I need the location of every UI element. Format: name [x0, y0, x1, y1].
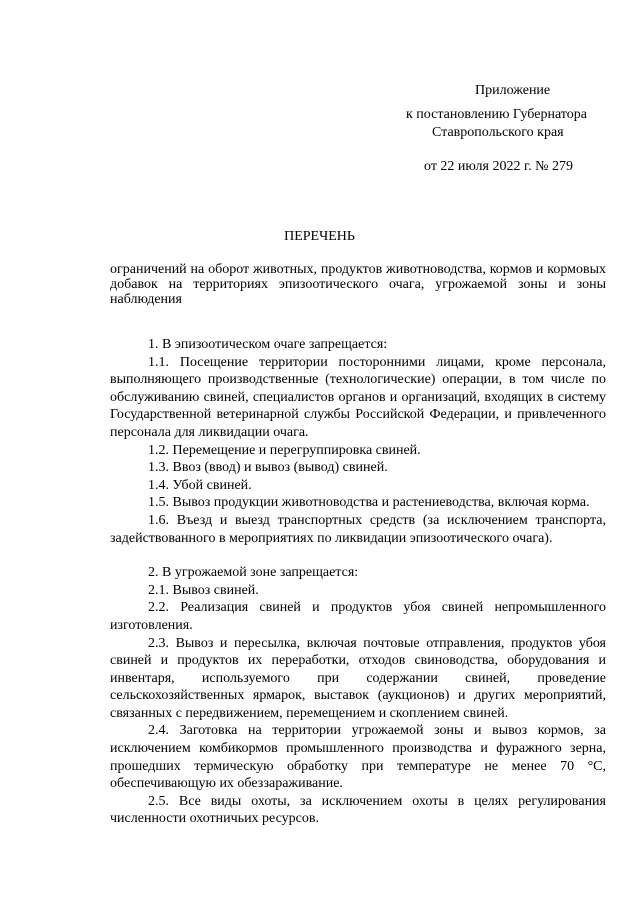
item-2-2: 2.2. Реализация свиней и продуктов убоя свиней непромышленного изготовления.	[110, 600, 606, 633]
section-2-heading: 2. В угрожаемой зоне запрещается:	[148, 565, 359, 581]
item-1-6: 1.6. Въезд и выезд транспортных средств (за исключением транспорта, задействованного в мероприятиях по ликвидации эпизоотического очага).	[110, 512, 606, 546]
section-1-heading: 1. В эпизоотическом очаге запрещается:	[148, 337, 388, 352]
appendix-title: Приложение	[475, 83, 551, 98]
document-subtitle: ограничений на оборот животных, продуктов животноводства, кормов и кормовых добавок на территориях эпизоотического очага, угрожаемой зоны и зоны наблюдения	[110, 262, 606, 307]
item-2-5: 2.5. Все виды охоты, за исключением охоты в целях регулирования численности охотничьих ресурсов.	[110, 793, 606, 827]
document-title: ПЕРЕЧЕНЬ	[284, 229, 355, 244]
item-2-4: 2.4. Заготовка на территории угрожаемой зоны и вывоз кормов, за исключением комбикормов промышленного производства и фуражного зерна, прошедших термическую обработку при температуре не менее 70 °C, обеспечивающую их обеззараживание.	[110, 723, 606, 792]
document-body	[110, 336, 606, 828]
item-1-3: 1.3. Ввоз (ввод) и вывоз (вывод) свиней.	[148, 460, 388, 476]
item-2-1: 2.1. Вывоз свиней.	[148, 582, 259, 598]
item-1-1: 1.1. Посещение территории посторонними лицами, кроме персонала, выполняющего производственные (технологические) операции, в том числе по обслуживанию свиней, специалистов органов и организаций, входящих в систему Государственной ветеринарной службы Российской Федерации, и привлеченного персонала для ликвидации очага.	[110, 354, 606, 440]
appendix-region: Ставропольского края	[432, 125, 564, 140]
appendix-decree: к постановлению Губернатора	[406, 107, 587, 122]
appendix-date-number: от 22 июля 2022 г. № 279	[424, 159, 573, 174]
item-2-3: 2.3. Вывоз и пересылка, включая почтовые отправления, продуктов убоя свиней и продуктов их переработки, отходов свиноводства, оборудования и инвентаря, используемого при содержании свиней, проведение сельскохозяйственных ярмарок, выставок (аукционов) и других мероприятий, связанных с передвижением, перемещением и скоплением свиней.	[110, 635, 606, 721]
item-1-4: 1.4. Убой свиней.	[148, 477, 252, 493]
item-1-2: 1.2. Перемещение и перегруппировка свиней.	[148, 442, 421, 458]
appendix-header	[360, 82, 630, 176]
item-1-5: 1.5. Вывоз продукции животноводства и растениеводства, включая корма.	[148, 495, 590, 511]
